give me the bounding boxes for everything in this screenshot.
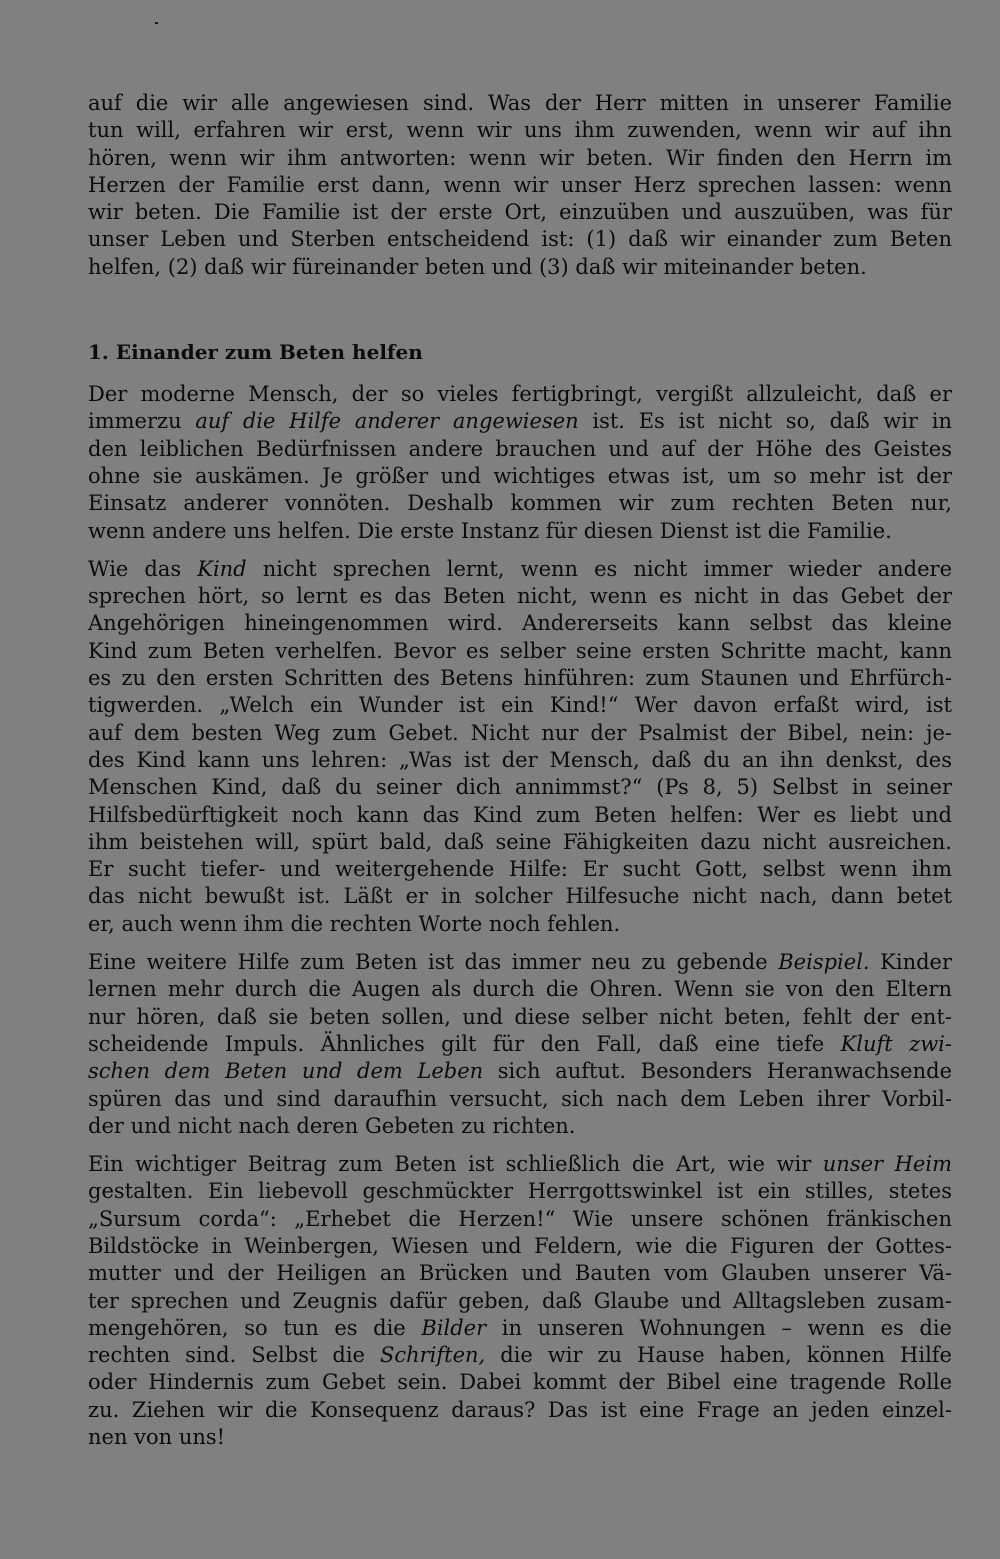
text-line: wenn andere uns helfen. Die erste Instanz für diesen Dienst ist die Familie.: [88, 518, 892, 543]
text-line: auf die wir alle angewiesen sind. Was der Herr mitten in unserer Familie: [88, 91, 952, 115]
text-line: [88, 1315, 952, 1342]
text-line: ter sprechen und Zeugnis dafür geben, daß Glaube und Alltagsleben zusam-: [88, 1288, 952, 1313]
emphasis: Bilder: [421, 1315, 487, 1340]
text-run: immerzu: [88, 409, 196, 434]
text-line: Herzen der Familie erst dann, wenn wir unser Herz sprechen lassen: wenn: [88, 172, 952, 197]
text-line: der und nicht nach deren Gebeten zu richten.: [88, 1113, 576, 1138]
text-run: rechten sind. Selbst die: [88, 1343, 380, 1368]
text-line: Kind zum Beten verhelfen. Bevor es selber seine ersten Schritte macht, kann: [88, 638, 952, 663]
text-line: oder Hindernis zum Gebet sein. Dabei kommt der Bibel eine tragende Rolle: [88, 1370, 952, 1395]
text-line: zu. Ziehen wir die Konsequenz daraus? Das ist eine Frage an jeden einzel-: [88, 1397, 952, 1422]
text-line: das nicht bewußt ist. Läßt er in solcher Hilfesuche nicht nach, dann betet: [88, 884, 952, 909]
paragraph-3: [88, 949, 952, 1140]
paragraph-4: [88, 1151, 952, 1451]
emphasis: Beispiel.: [778, 950, 870, 975]
emphasis: Kind: [197, 556, 247, 581]
text-line: gestalten. Ein liebevoll geschmückter Herrgottswinkel ist ein stilles, stetes: [88, 1179, 952, 1204]
text-line: „Sursum corda“: „Erhebet die Herzen!“ Wie unsere schönen fränkischen: [88, 1206, 952, 1231]
text-line: des Kind kann uns lehren: „Was ist der Mensch, daß du an ihn denkst, des: [88, 747, 952, 772]
text-line: Bildstöcke in Weinbergen, Wiesen und Feldern, wie die Figuren der Gottes-: [88, 1233, 952, 1258]
text-run: in unseren Wohnungen – wenn es die: [486, 1315, 952, 1340]
text-line: Hilfsbedürftigkeit noch kann das Kind zum Beten helfen: Wer es liebt und: [88, 802, 952, 827]
text-line: hören, wenn wir ihm antworten: wenn wir beten. Wir finden den Herrn im: [88, 145, 952, 170]
text-line: tun will, erfahren wir erst, wenn wir uns ihm zuwenden, wenn wir auf ihn: [88, 118, 952, 143]
text-line: nur hören, daß sie beten sollen, und diese selber nicht beten, fehlt der ent-: [88, 1004, 952, 1029]
emphasis: Schriften,: [379, 1343, 486, 1368]
text-line: [88, 408, 952, 435]
text-run: Kinder: [869, 950, 952, 975]
text-line: Der moderne Mensch, der so vieles fertigbringt, vergißt allzuleicht, daß er: [88, 382, 952, 407]
text-line: ihm beistehen will, spürt bald, daß seine Fähigkeiten dazu nicht ausreichen.: [88, 829, 952, 854]
text-line: spüren das und sind daraufhin versucht, sich nach dem Leben ihrer Vorbil-: [88, 1086, 952, 1111]
text-line: lernen mehr durch die Augen als durch die Ohren. Wenn sie von den Eltern: [88, 977, 952, 1002]
text-run: sich auftut. Besonders Heranwachsende: [483, 1059, 952, 1084]
scan-speck: [155, 22, 158, 24]
emphasis: unser Heim: [822, 1152, 952, 1177]
text-line: Angehörigen hineingenommen wird. Andererseits kann selbst das kleine: [88, 611, 952, 636]
text-run: die wir zu Hause haben, können Hilfe: [485, 1343, 952, 1368]
text-line: helfen, (2) daß wir füreinander beten und (3) daß wir miteinander beten.: [88, 254, 867, 279]
text-run: Wie das: [88, 556, 198, 581]
text-run: Eine weitere Hilfe zum Beten ist das immer neu zu gebende: [88, 950, 779, 975]
text-run: ist. Es ist nicht so, daß wir in: [578, 409, 952, 434]
text-line: wir beten. Die Familie ist der erste Ort, einzuüben und auszuüben, was für: [88, 200, 952, 225]
text-line: Einsatz anderer vonnöten. Deshalb kommen wir zum rechten Beten nur,: [88, 491, 952, 516]
text-line: tigwerden. „Welch ein Wunder ist ein Kind!“ Wer davon erfaßt wird, ist: [88, 693, 952, 718]
paragraph-2: [88, 556, 952, 938]
text-line: [88, 1342, 952, 1369]
text-line: es zu den ersten Schritten des Betens hinführen: zum Staunen und Ehrfürch-: [88, 666, 952, 691]
intro-paragraph: [88, 90, 952, 281]
text-line: sprechen hört, so lernt es das Beten nicht, wenn es nicht in das Gebet der: [88, 584, 952, 609]
paragraph-1: [88, 381, 952, 545]
text-line: mutter und der Heiligen an Brücken und Bauten vom Glauben unserer Vä-: [88, 1261, 952, 1286]
text-line: unser Leben und Sterben entscheidend ist: (1) daß wir einander zum Beten: [88, 227, 952, 252]
emphasis: Kluft zwi-: [840, 1031, 952, 1056]
text-line: den leiblichen Bedürfnissen andere brauchen und auf der Höhe des Geistes: [88, 436, 952, 461]
emphasis: schen dem Beten und dem Leben: [88, 1059, 484, 1084]
text-line: auf dem besten Weg zum Gebet. Nicht nur der Psalmist der Bibel, nein: je-: [88, 720, 952, 745]
section-heading: 1. Einander zum Beten helfen: [88, 340, 423, 365]
text-line: [88, 1151, 952, 1178]
text-line: [88, 949, 952, 976]
text-run: nicht sprechen lernt, wenn es nicht immer wieder andere: [246, 556, 952, 581]
text-line: [88, 1031, 952, 1058]
emphasis: auf die Hilfe anderer angewiesen: [195, 409, 579, 434]
text-line: Menschen Kind, daß du seiner dich annimmst?“ (Ps 8, 5) Selbst in seiner: [88, 775, 952, 800]
text-line: nen von uns!: [88, 1425, 226, 1450]
text-run: Ein wichtiger Beitrag zum Beten ist schließlich die Art, wie wir: [88, 1152, 823, 1177]
text-line: [88, 1058, 952, 1085]
text-run: mengehören, so tun es die: [88, 1315, 422, 1340]
text-line: er, auch wenn ihm die rechten Worte noch fehlen.: [88, 911, 621, 936]
text-run: scheidende Impuls. Ähnliches gilt für den Fall, daß eine tiefe: [88, 1031, 841, 1056]
text-line: ohne sie auskämen. Je größer und wichtiges etwas ist, um so mehr ist der: [88, 463, 952, 488]
text-line: [88, 556, 952, 583]
text-line: Er sucht tiefer- und weitergehende Hilfe: Er sucht Gott, selbst wenn ihm: [88, 857, 952, 882]
book-page: [88, 90, 952, 1451]
